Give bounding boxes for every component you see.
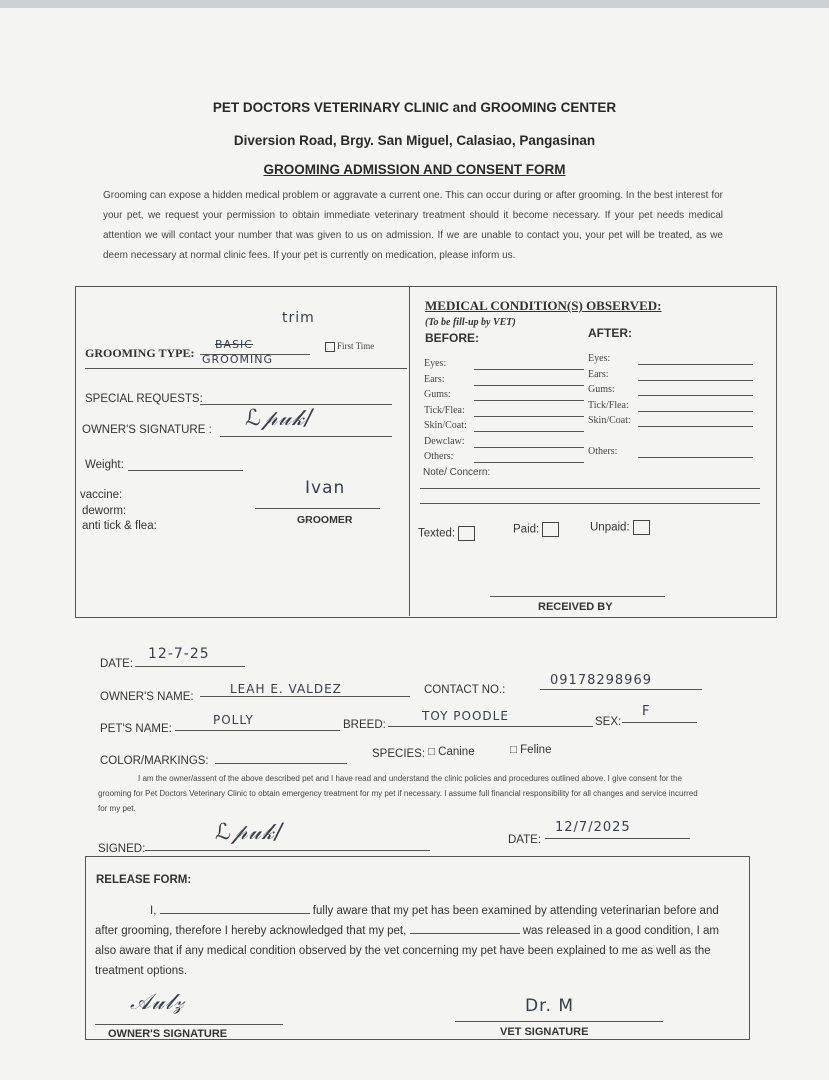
checkbox-icon	[633, 520, 650, 535]
contact-label: CONTACT NO.:	[424, 684, 506, 696]
owner-signature-caption: OWNER'S SIGNATURE	[108, 1028, 228, 1040]
clinic-name: PET DOCTORS VETERINARY CLINIC and GROOMING CENTER	[212, 100, 617, 115]
before-item: Ears:	[424, 373, 445, 385]
before-item: Skin/Coat:	[424, 420, 467, 431]
before-field[interactable]	[474, 431, 584, 432]
owner-name-value[interactable]: LEAH E. VALDEZ	[230, 682, 342, 696]
anti-tick-label: anti tick & flea:	[82, 520, 157, 532]
color-field[interactable]	[215, 763, 347, 764]
date-value[interactable]: 12-7-25	[148, 646, 210, 662]
medical-title: MEDICAL CONDITION(S) OBSERVED:	[425, 298, 662, 313]
signed-date-label: DATE:	[508, 834, 542, 846]
first-time-checkbox[interactable]: First Time	[325, 341, 374, 352]
vet-signature-caption: VET SIGNATURE	[500, 1026, 589, 1038]
before-field[interactable]	[474, 385, 584, 386]
sex-value[interactable]: F	[642, 704, 651, 719]
after-field[interactable]	[638, 457, 753, 458]
vaccine-label: vaccine:	[80, 489, 123, 501]
species-label: SPECIES:	[372, 748, 426, 760]
before-field[interactable]	[474, 400, 584, 401]
received-by-label: RECEIVED BY	[538, 601, 613, 613]
owner-signature: ℒ𝓅𝓊𝓀/	[245, 406, 314, 431]
after-item: Skin/Coat:	[588, 415, 631, 426]
checkbox-icon	[458, 526, 475, 541]
breed-value[interactable]: TOY POODLE	[422, 709, 509, 723]
owner-name-blank[interactable]	[160, 913, 310, 914]
vet-signature: Dr. M	[525, 996, 574, 1016]
pet-name-value[interactable]: POLLY	[213, 713, 254, 727]
species-feline[interactable]: □ Feline	[510, 744, 552, 756]
before-item: Others:	[424, 451, 454, 462]
form-page	[0, 8, 829, 1080]
signed-signature: ℒ𝓅𝓊𝓀/	[215, 820, 284, 845]
consent-text: I am the owner/assent of the above described pet and I have read and understand the clinic policies and procedures outlined above. I give consent for the grooming for Pet Doctors Veterinary Clinic to obtain emergency treatment for my pet if necessary. I assume full financial responsibility for all changes and service incurred for my pet.	[98, 774, 698, 813]
after-field[interactable]	[638, 411, 753, 412]
signed-label: SIGNED:	[98, 843, 146, 855]
groomer-label: GROOMER	[297, 514, 353, 526]
special-requests-field[interactable]	[200, 404, 392, 405]
release-owner-signature: 𝒜𝓊𝓁𝓏	[130, 990, 185, 1015]
species-canine[interactable]: □ Canine	[428, 746, 475, 758]
deworm-label: deworm:	[82, 505, 127, 517]
after-item: Eyes:	[588, 353, 611, 364]
color-label: COLOR/MARKINGS:	[100, 755, 209, 767]
after-item: Tick/Flea:	[588, 399, 629, 411]
grooming-type-value[interactable]: GROOMING	[202, 353, 273, 366]
medical-subtitle: (To be fill-up by VET)	[425, 317, 516, 328]
paid-checkbox[interactable]: Paid:	[513, 522, 559, 537]
contact-value[interactable]: 09178298969	[550, 673, 652, 688]
weight-field[interactable]	[128, 470, 243, 471]
form-title: GROOMING ADMISSION AND CONSENT FORM	[263, 162, 566, 177]
before-field[interactable]	[474, 416, 584, 417]
after-field[interactable]	[638, 364, 753, 365]
intro-paragraph: Grooming can expose a hidden medical problem or aggravate a current one. This can occur during or after grooming. In the best interest for your pet, we request your permission to obtain immediate veterinary treatment should it become necessary. If your pet needs medical attention we will contact your number that was given to us on admission. If we are unable to contact you, your pet will be treated, as we deem necessary at normal clinic fees. If your pet is currently on medication, please inform us.	[103, 190, 723, 261]
after-item: Others:	[588, 446, 618, 457]
grooming-note: trim	[282, 310, 315, 326]
box-divider	[409, 286, 410, 616]
sex-label: SEX:	[595, 716, 622, 728]
texted-checkbox[interactable]: Texted:	[418, 526, 475, 541]
before-field[interactable]	[474, 447, 584, 448]
checkbox-icon	[542, 522, 559, 537]
owner-name-label: OWNER'S NAME:	[100, 691, 194, 703]
before-item: Tick/Flea:	[424, 404, 465, 416]
weight-label: Weight:	[85, 459, 124, 471]
groomer-name: Ivan	[305, 478, 346, 498]
clinic-address: Diversion Road, Brgy. San Miguel, Calasiao, Pangasinan	[233, 133, 596, 148]
grooming-type-struck: BASIC	[215, 338, 253, 351]
after-item: Ears:	[588, 368, 609, 380]
after-field[interactable]	[638, 395, 753, 396]
note-label: Note/ Concern:	[423, 467, 491, 478]
owner-signature-label: OWNER'S SIGNATURE :	[82, 424, 212, 436]
unpaid-checkbox[interactable]: Unpaid:	[590, 520, 650, 535]
signed-date-value[interactable]: 12/7/2025	[555, 820, 631, 835]
checkbox-icon	[325, 342, 335, 352]
before-item: Eyes:	[424, 358, 447, 369]
release-text: I, fully aware that my pet has been examined by attending veterinarian before and after grooming, therefore I hereby acknowledged that my pet, was released in a good condition, I am also aware that if any medical condition observed by the vet concerning my pet have been explained to me as well as the treatment options.	[95, 905, 719, 977]
breed-label: BREED:	[343, 719, 386, 731]
release-title: RELEASE FORM:	[96, 874, 192, 886]
after-field[interactable]	[638, 426, 753, 427]
before-item: Dewclaw:	[424, 435, 465, 447]
date-label: DATE:	[100, 658, 134, 670]
before-field[interactable]	[474, 369, 584, 370]
before-heading: BEFORE:	[425, 331, 479, 345]
after-heading: AFTER:	[588, 326, 632, 340]
after-item: Gums:	[588, 384, 615, 395]
special-requests-label: SPECIAL REQUESTS:	[85, 393, 203, 405]
after-field[interactable]	[638, 380, 753, 381]
grooming-type-label: GROOMING TYPE:	[85, 346, 195, 360]
pet-name-label: PET'S NAME:	[100, 723, 172, 735]
before-field[interactable]	[474, 462, 584, 463]
before-item: Gums:	[424, 389, 451, 400]
pet-name-blank[interactable]	[410, 933, 520, 934]
